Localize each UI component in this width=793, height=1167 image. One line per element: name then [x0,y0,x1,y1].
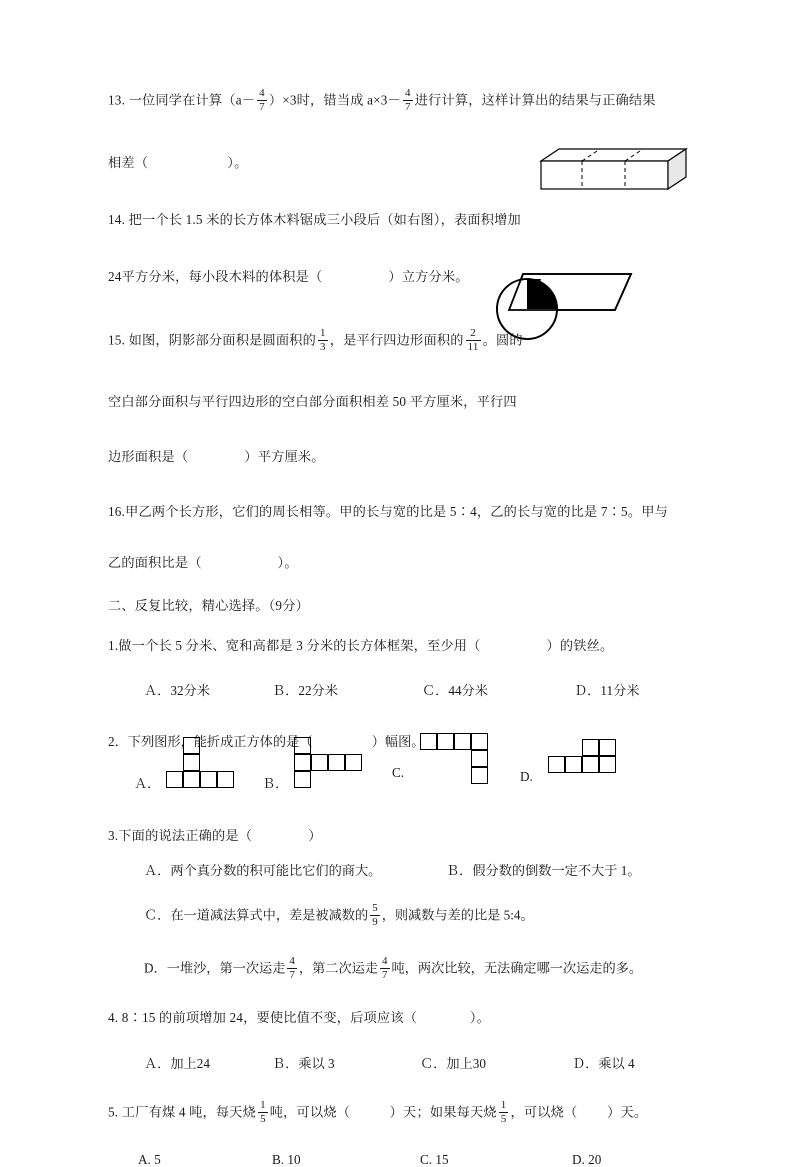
mc-question-4 [108,1011,708,1069]
fraction-numerator: 5 [372,902,378,915]
cube-net-d[interactable] [548,739,628,783]
net-cell [582,756,599,773]
net-cell [183,771,200,788]
mc-question-1-blank[interactable] [481,638,547,653]
mc-question-4-stem [108,1011,708,1024]
mc-q1-option-a[interactable]: Ａ．32分米 [144,682,210,698]
fraction-denominator: 5 [260,1112,266,1125]
mc-q1-option-b[interactable]: Ｂ．22分米 [272,682,338,698]
question-14 [108,213,708,283]
mc-q4-option-a[interactable]: Ａ．加上24 [144,1055,210,1071]
fraction-two-elevenths [466,328,481,353]
mc-q5-option-b[interactable]: B. 10 [272,1151,301,1167]
question-15-answer-blank[interactable] [188,449,244,464]
cube-net-b[interactable] [294,737,366,791]
section-2-heading: 二、反复比较，精心选择。（9分） [108,598,310,614]
question-15-text-part2: ，是平行四边形面积的 [329,331,464,347]
mc-question-5-stem [108,1100,708,1125]
mc-q2-label-a: Ａ． [134,776,161,792]
mc-q5-part3: ）天；如果每天烧 [389,1104,497,1120]
fraction-four-sevenths-d [380,956,390,981]
mc-question-1-stem [108,639,708,652]
mc-q5-part2: 吨，可以烧（ [269,1104,351,1120]
mc-question-4-blank[interactable] [417,1010,470,1025]
mc-question-1-options [108,684,708,697]
mc-q3-option-b[interactable]: Ｂ．假分数的倒数一定不大于 1。 [446,863,641,879]
net-cell [599,756,616,773]
question-16-answer-suffix: ）。 [277,555,298,571]
mc-q4-option-b[interactable]: Ｂ．乘以 3 [272,1055,335,1071]
question-16-answer-prefix: 乙的面积比是（ [108,555,202,571]
mc-question-5-blank-1[interactable] [350,1104,390,1119]
question-13 [108,88,708,169]
question-15 [108,328,708,463]
question-13-line-2 [108,156,708,169]
fraction-numerator: 1 [320,326,326,339]
mc-q2-label-b: Ｂ． [262,776,289,792]
mc-question-2 [108,727,708,801]
mc-q3-option-d-part1: D．一堆沙，第一次运走 [144,960,286,976]
question-13-text-part2: ）×3时，错当成 a×3－ [268,92,401,108]
mc-q4-option-d[interactable]: Ｄ．乘以 4 [572,1055,635,1071]
mc-q3-option-d-part3: 吨，两次比较，无法确定哪一次运走的多。 [391,960,643,976]
mc-question-5 [108,1100,708,1166]
net-cell [217,771,234,788]
net-cell [183,754,200,771]
question-16-line-2 [108,556,708,569]
question-13-text-part3: 进行计算，这样计算出的结果与正确结果 [414,92,656,108]
mc-q1-option-d[interactable]: Ｄ．11分米 [574,682,640,698]
fraction-denominator: 7 [259,101,265,113]
net-cell [437,733,454,750]
mc-question-4-stem-suffix: ）。 [469,1010,491,1026]
mc-q3-option-d[interactable] [108,956,708,981]
mc-q1-option-c[interactable]: Ｃ．44分米 [422,682,488,698]
fraction-denominator: 11 [467,340,479,353]
mc-question-2-stem [108,731,425,750]
mc-question-3-row-ab [108,864,708,877]
fraction-numerator: 4 [382,955,388,968]
question-16-line-1 [108,505,708,518]
net-cell [345,754,362,771]
mc-question-3-stem-prefix: 下面的说法正确的是（ [118,828,253,844]
mc-question-1 [108,639,708,697]
mc-q5-option-c[interactable]: C. 15 [420,1151,449,1167]
net-cell [599,739,616,756]
question-15-line-2: 空白部分面积与平行四边形的空白部分面积相差 50 平方厘米，平行四 [108,393,517,409]
mc-question-1-number: 1. [108,637,119,653]
fraction-denominator: 7 [382,969,388,982]
question-13-line-1 [108,88,708,113]
net-cell [454,733,471,750]
fraction-four-sevenths-c [287,956,297,981]
mc-q3-option-c[interactable] [108,903,708,928]
mc-question-3-stem-suffix: ） [308,828,322,844]
mc-q4-option-c[interactable]: Ｃ．加上30 [420,1055,486,1071]
mc-question-4-options [108,1057,708,1070]
mc-question-3-stem [108,829,708,842]
mc-question-1-stem-suffix: ）的铁丝。 [546,637,614,653]
cube-net-c[interactable] [420,733,492,793]
fraction-numerator: 2 [466,328,481,341]
mc-question-4-number: 4. [108,1010,119,1026]
fraction-numerator: 4 [404,87,411,99]
mc-question-2-stem-suffix: ）幅图。 [371,734,425,750]
mc-q3-option-d-part2: ，第二次运走 [298,960,379,976]
net-cell [294,771,311,788]
net-cell [328,754,345,771]
question-14-text: 把一个长 1.5 米的长方体木料锯成三小段后（如右图），表面积增加 [128,212,521,228]
fraction-numerator: 1 [260,1098,266,1111]
question-15-answer-suffix: ）平方厘米。 [244,448,325,464]
net-cell [311,754,328,771]
question-15-text-part1: 如图，阴影部分面积是圆面积的 [128,331,317,347]
net-cell [548,756,565,773]
mc-q2-label-d: D. [520,769,533,785]
mc-question-5-blank-2[interactable] [577,1104,607,1119]
question-16-answer-blank[interactable] [202,555,278,570]
mc-q5-option-a[interactable]: A. 5 [138,1151,161,1167]
question-15-answer-prefix: 边形面积是（ [108,448,189,464]
question-13-answer-suffix: ）。 [227,155,248,170]
question-15-line-1 [108,328,708,353]
question-14-line-1 [108,213,708,226]
fraction-denominator: 9 [372,916,378,929]
question-13-number: 13. [108,92,126,108]
mc-question-5-options [108,1153,708,1166]
mc-q3-option-a[interactable]: Ａ．两个真分数的积可能比它们的商大。 [144,863,382,879]
question-15-number: 15. [108,331,126,347]
mc-question-2-number: 2． [108,734,128,750]
mc-q5-part5: ）天。 [607,1104,648,1120]
fraction-one-fifth-a [258,1100,268,1125]
mc-question-2-stem-text: 下列图形，能折成正方体的是（ [127,734,313,750]
net-cell [565,756,582,773]
question-15-text-part3: 。圆的 [482,331,523,347]
mc-q3-option-c-part1: Ｃ．在一道减法算式中，差是被减数的 [144,907,369,923]
fraction-numerator: 4 [259,87,265,99]
fraction-denominator: 7 [404,101,411,113]
fraction-five-ninths [370,903,380,928]
question-14-number: 14. [108,212,126,228]
mc-question-4-stem-prefix: 8∶15 的前项增加 24，要使比值不变，后项应该（ [121,1010,418,1026]
fraction-denominator: 3 [320,340,326,353]
mc-q5-option-d[interactable]: D. 20 [572,1151,602,1167]
mc-q2-label-c: C. [392,765,405,781]
fraction-denominator: 7 [289,969,295,982]
question-14-answer-suffix: ）立方分米。 [388,269,469,285]
net-cell [582,739,599,756]
question-13-answer-prefix: 相差（ [108,155,149,170]
fraction-four-sevenths-a [257,88,267,113]
net-cell [471,767,488,784]
mc-question-3-number: 3. [108,828,119,844]
net-cell [166,771,183,788]
question-14-line-2 [108,270,708,283]
question-13-text-part1: 一位同学在计算（a－ [128,92,256,108]
mc-q3-option-c-part2: ，则减数与差的比是 5:4。 [381,907,534,923]
fraction-one-fifth-b [499,1100,509,1125]
net-cell [294,737,311,754]
mc-q5-part4: ，可以烧（ [510,1104,578,1120]
net-cell [200,771,217,788]
fraction-numerator: 1 [500,1098,507,1111]
fraction-one-third [318,328,328,353]
net-cell [183,737,200,754]
mc-q5-part1: 工厂有煤 4 吨，每天烧 [121,1104,257,1120]
worksheet-content [108,88,708,1166]
net-cell [294,754,311,771]
question-14-answer-blank[interactable] [322,269,388,284]
question-15-line-3 [108,450,708,463]
net-cell [471,733,488,750]
mc-question-3 [108,829,708,981]
mc-question-1-stem-prefix: 做一个长 5 分米、宽和高都是 3 分米的长方体框架，至少用（ [118,637,481,653]
net-cell [420,733,437,750]
cube-net-a[interactable] [166,737,238,791]
question-14-answer-prefix: 24平方分米，每小段木料的体积是（ [108,269,323,285]
question-16 [108,505,708,569]
question-13-answer-blank[interactable] [148,155,227,170]
fraction-numerator: 4 [289,955,295,968]
question-16-number: 16. [108,504,126,520]
fraction-denominator: 5 [500,1112,507,1125]
mc-question-3-blank[interactable] [252,828,308,843]
fraction-four-sevenths-b [403,88,413,113]
question-16-text: 甲乙两个长方形，它们的周长相等。甲的长与宽的比是 5∶4，乙的长与宽的比是 7∶5。甲与 [125,504,668,520]
mc-question-5-number: 5. [108,1104,119,1120]
net-cell [471,750,488,767]
